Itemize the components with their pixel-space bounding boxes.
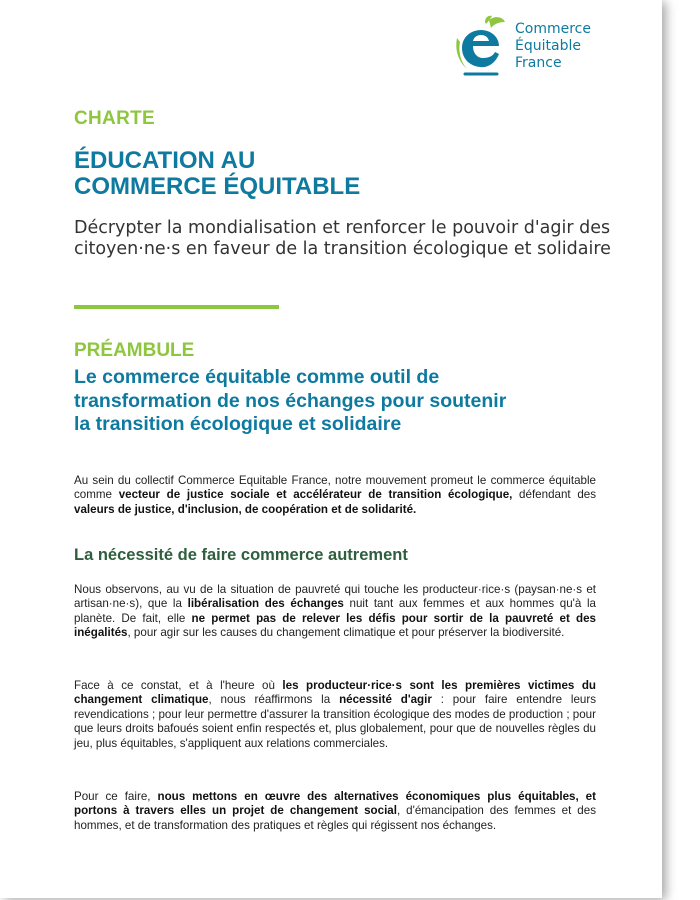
title-line-1: ÉDUCATION AU [74,147,256,174]
intro-bold-2: valeurs de justice, d'inclusion, de coopération et de solidarité. [74,502,417,516]
intro-text-2: défendant des [512,488,597,502]
preamble-heading-line-3: la transition écologique et solidaire [74,413,402,435]
paragraph-observation [74,583,596,641]
intro-text-1: Au sein du collectif Commerce Equitable France, notre mouvement promeut le commerce équitable comme [74,474,596,502]
brand-logo [455,14,591,78]
p4-text-1: Pour ce faire, [74,790,158,803]
charter-kicker: CHARTE [74,108,155,129]
paragraph-action [74,790,596,833]
preamble-heading-line-1: Le commerce équitable comme outil de [74,366,440,388]
logo-line-2: Équitable [515,37,581,54]
p2-text-1: Nous observons, au vu de la situation de pauvreté qui touche les producteur·rice·s (paysan·ne·s et artisan·ne·s), que la [74,583,596,611]
p4-text-2: , d'émancipation des femmes et des hommes, et de transformation des pratiques et règles qui régissent nos échanges. [74,804,597,832]
section-heading: La nécessité de faire commerce autrement [74,546,408,564]
preamble-heading-line-2: transformation de nos échanges pour soutenir [74,389,507,412]
intro-bold-1: vecteur de justice sociale et accélérateur de transition écologique, [118,488,513,502]
preamble-heading [74,366,614,437]
p2-bold-1: libéralisation des échanges [187,597,344,611]
commerce-equitable-logo-icon [455,14,511,78]
preamble-kicker: PRÉAMBULE [74,340,195,361]
p2-text-2: nuit tant aux femmes et aux hommes qu'à la planète. De fait, elle [74,597,596,625]
page-subtitle: Décrypter la mondialisation et renforcer le pouvoir d'agir des citoyen·ne·s en faveur de la transition écologique et solidaire [74,218,611,259]
intro-paragraph [74,474,596,517]
title-line-2: COMMERCE ÉQUITABLE [74,173,361,200]
logo-line-3: France [515,54,562,71]
p3-bold-2: nécessité d'agir [339,693,432,707]
p2-text-3: , pour agir sur les causes du changement climatique et pour préserver la biodiversité. [127,626,565,640]
p3-text-3: : pour faire entendre leurs revendications ; pour leur permettre d'assurer la transition écologique des modes de production ; pour que leurs droits bafoués soient enfin respectés et, plus globalement, pour que de nouvelles règles du jeu, plus équitables, s'appliquent aux relations commerciales. [74,693,597,750]
p3-text-2: , nous réaffirmons la [208,693,340,707]
p2-bold-2: ne permet pas de relever les défis pour sortir de la pauvreté et des inégalités [74,611,596,640]
p3-text-1: Face à ce constat, et à l'heure où [74,679,283,692]
paragraph-constat [74,679,596,751]
p3-bold-1: les producteur·rice·s sont les premières victimes du changement climatique [74,679,597,707]
logo-wordmark [515,21,591,72]
p4-bold-1: nous mettons en œuvre des alternatives économiques plus équitables, et portons à travers elles un projet de changement social [74,790,596,818]
divider-rule [74,305,279,309]
page-title [74,148,594,200]
logo-line-1: Commerce [515,20,591,37]
